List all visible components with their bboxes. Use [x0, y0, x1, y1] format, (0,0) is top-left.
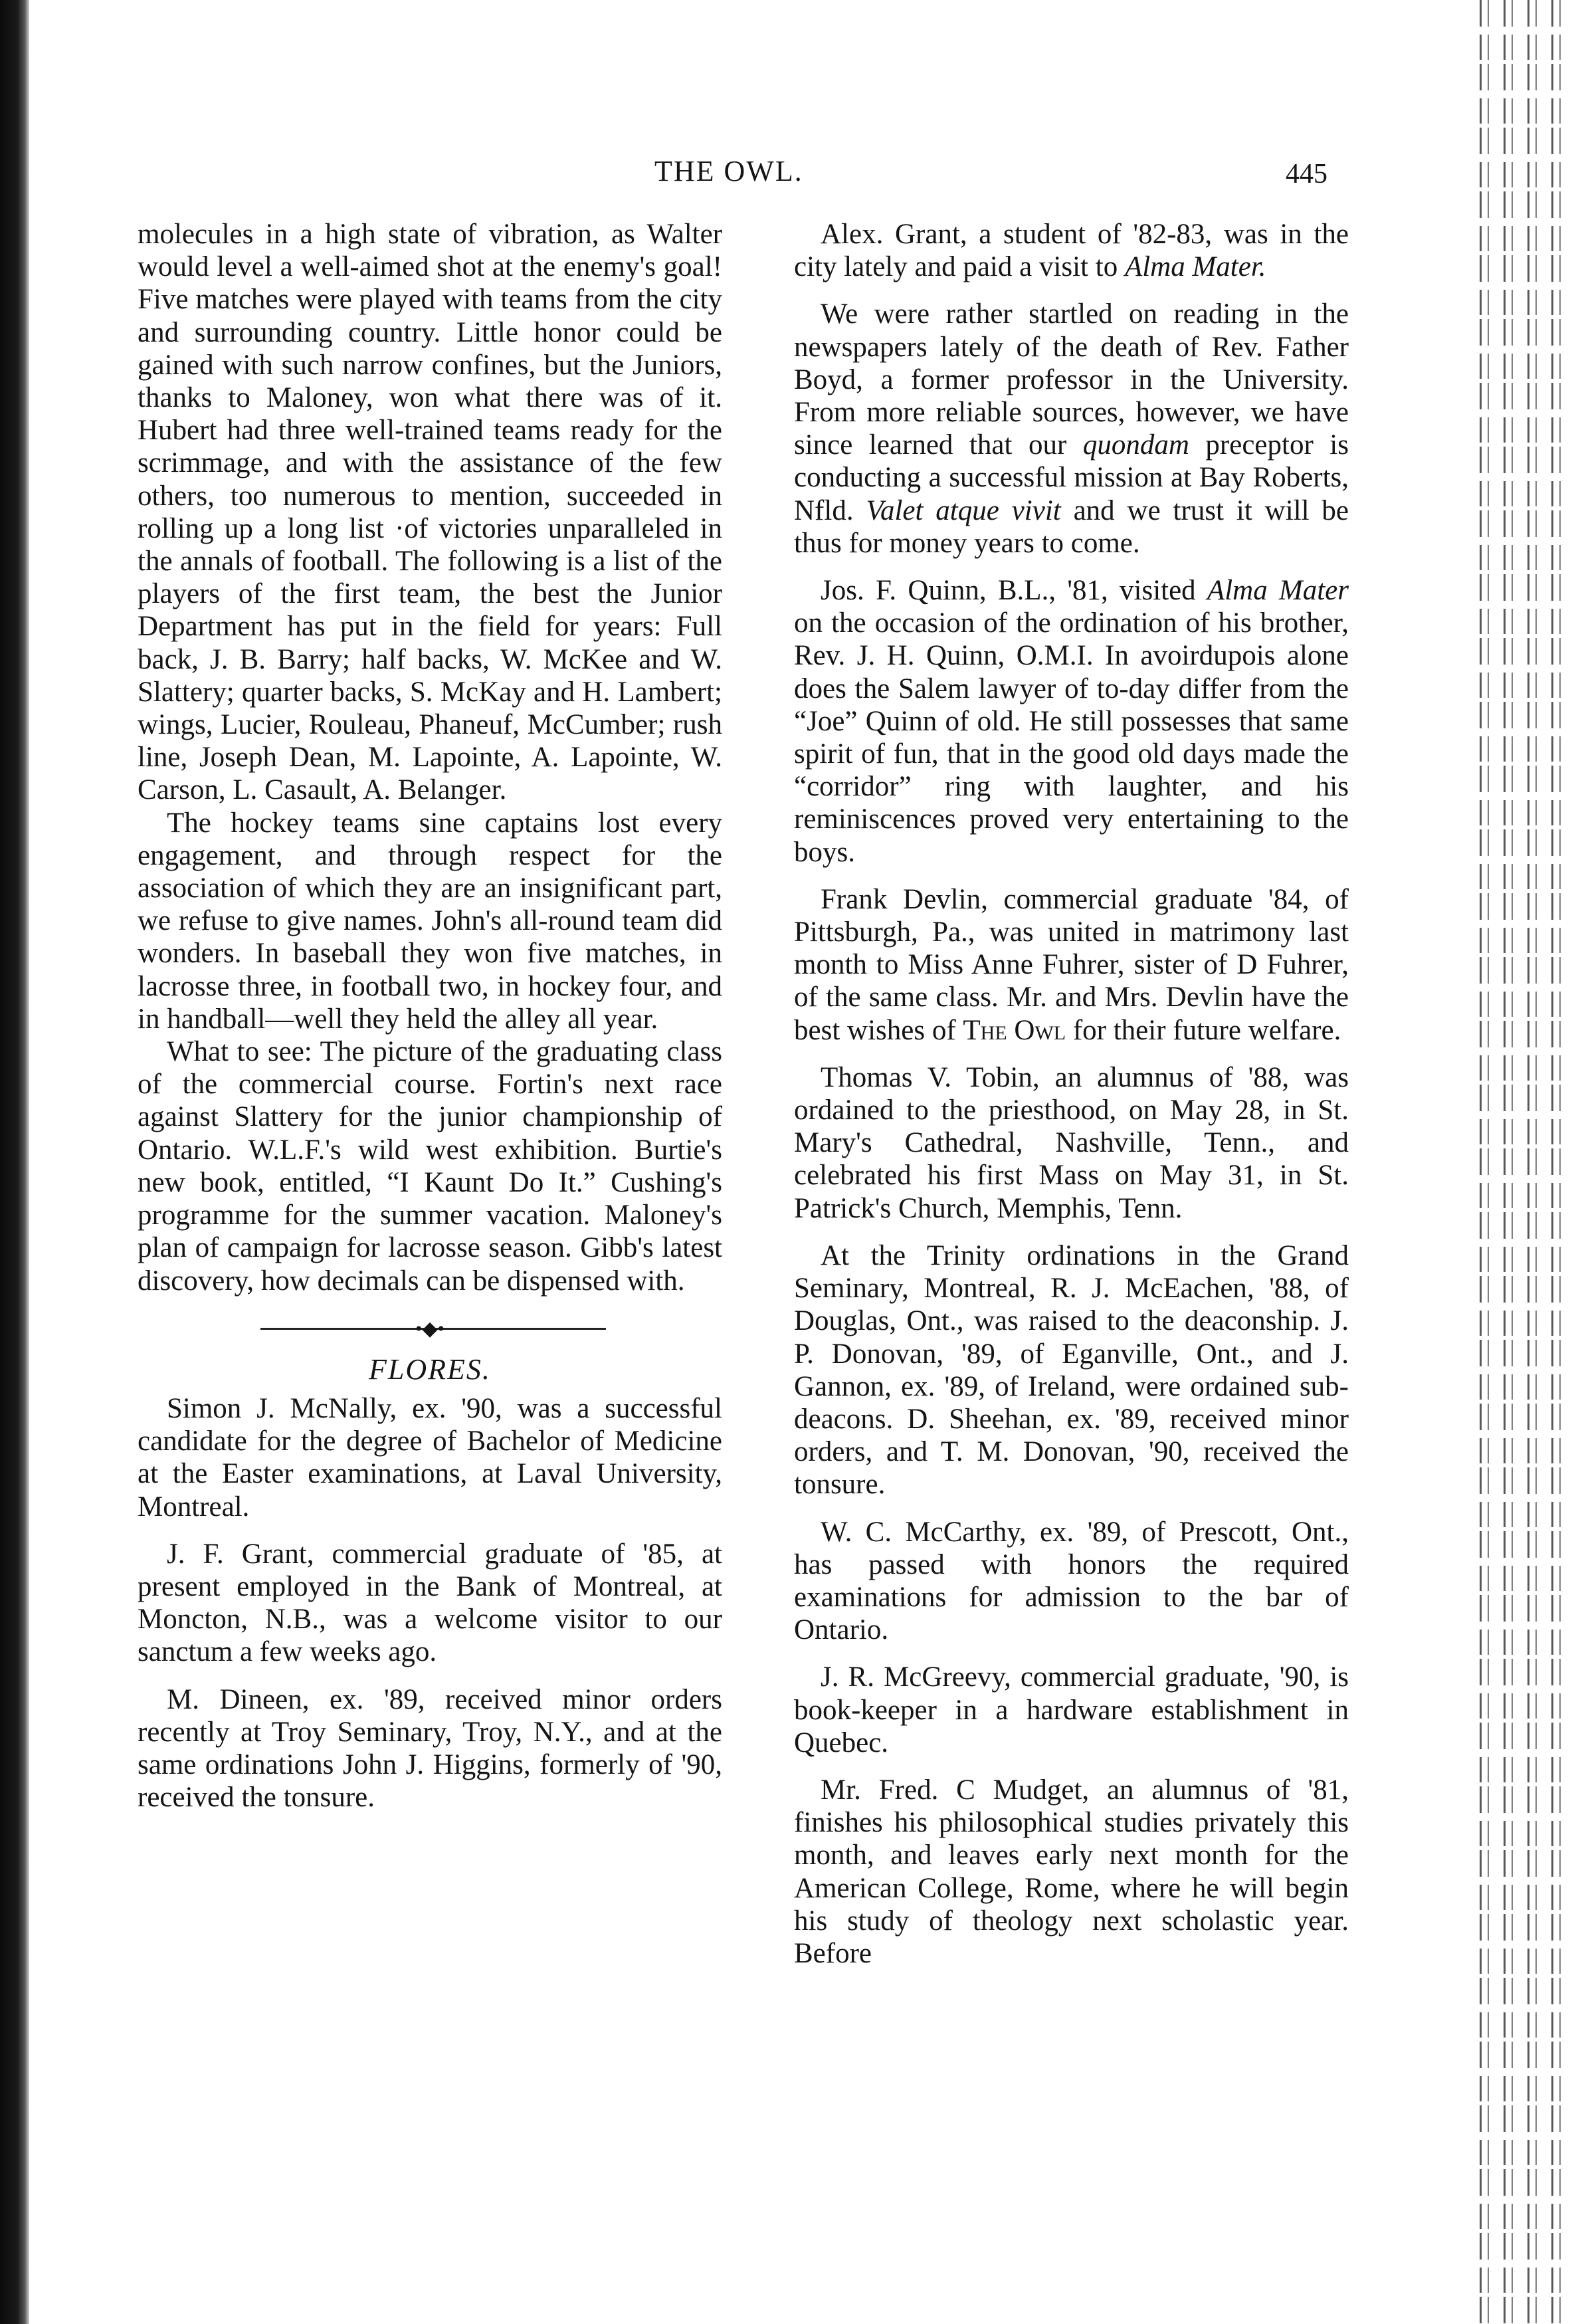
journal-title: THE OWL.	[654, 155, 803, 187]
divider-ornament: •◆•	[415, 1317, 445, 1340]
news-item	[794, 218, 1349, 283]
left-column	[138, 218, 722, 1814]
news-item: W. C. McCarthy, ex. '89, of Prescott, Ont., has passed with honors the required examinations for admission to the bar of Ontario.	[794, 1516, 1349, 1646]
text: preceptor is conducting a successful mission at Bay Roberts, Nfld.	[794, 429, 1349, 526]
section-title: FLORES.	[369, 1352, 491, 1386]
paragraph-what-to-see: What to see: The picture of the graduating class of the commercial course. Fortin's next race against Slattery for the junior championship of Ontario. W.L.F.'s wild west exhibition. Burtie's new book, entitled, “I Kaunt Do It.” Cushing's programme for the summer vacation. Maloney's plan of campaign for lacrosse season. Gibb's latest discovery, how decimals can be dispensed with.	[138, 1036, 722, 1297]
text: We were rather startled on reading in the newspapers lately of the death of Rev. Father Boyd, a former professor in the University. From more reliable sources, however, we have since learned that our	[794, 298, 1349, 461]
news-item: Thomas V. Tobin, an alumnus of '88, was ordained to the priesthood, on May 28, in St. Mary's Cathedral, Nashville, Tenn., and celebrated his first Mass on May 31, in St. Patrick's Church, Memphis, Tenn.	[794, 1061, 1349, 1224]
news-item: J. F. Grant, commercial graduate of '85, at present employed in the Bank of Montreal, at Moncton, N.B., was a welcome visitor to our sanctum a few weeks ago.	[138, 1538, 722, 1668]
page-number: 445	[1286, 159, 1327, 189]
news-item	[794, 298, 1349, 560]
news-item: M. Dineen, ex. '89, received minor orders recently at Troy Seminary, Troy, N.Y., and at the same ordinations John J. Higgins, formerly of '90, received the tonsure.	[138, 1683, 722, 1814]
text: Alex. Grant, a student of '82-83, was in the city lately and paid a visit to	[794, 219, 1349, 283]
book-binding-edge	[0, 0, 29, 2324]
news-item: Simon J. McNally, ex. '90, was a successful candidate for the degree of Bachelor of Medicine at the Easter examinations, at Laval University, Montreal.	[138, 1392, 722, 1523]
news-item: Mr. Fred. C Mudget, an alumnus of '81, finishes his philosophical studies privately this month, and leaves early next month for the American College, Rome, where he will begin his study of theology next scholastic year. Before	[794, 1774, 1349, 1969]
news-item	[794, 883, 1349, 1047]
page-edge-stack-gaps	[1470, 0, 1570, 2324]
ornamental-divider	[138, 1309, 722, 1349]
text: Jos. F. Quinn, B.L., '81, visited	[821, 575, 1207, 607]
italic-text: Alma Mater	[1207, 575, 1349, 607]
italic-text: Alma Mater.	[1124, 251, 1266, 283]
running-header	[0, 154, 1570, 194]
text: on the occasion of the ordination of his brother, Rev. J. H. Quinn, O.M.I. In avoirdupois alone does the Salem lawyer of to-day differ from the “Joe” Quinn of old. He still possesses that same spirit of fun, that in the good old days made the “corridor” ring with laughter, and his reminiscences proved very entertaining to the boys.	[794, 607, 1349, 868]
small-caps-text: The Owl	[963, 1014, 1066, 1046]
text: and we trust it will be thus for money years to come.	[794, 494, 1349, 559]
text: Frank Devlin, commercial graduate '84, of Pittsburgh, Pa., was united in matrimony last month to Miss Anne Fuhrer, sister of D Fuhrer, of the same class. Mr. and Mrs. Devlin have the best wishes of	[794, 883, 1349, 1046]
paragraph-hockey: The hockey teams sine captains lost every engagement, and through respect for the association of which they are an insignificant part, we refuse to give names. John's all-round team did wonders. In baseball they won five matches, in lacrosse three, in football two, in hockey four, and in handball—well they held the alley all year.	[138, 807, 722, 1035]
news-item: At the Trinity ordinations in the Grand Seminary, Montreal, R. J. McEachen, '88, of Douglas, Ont., was raised to the deaconship. J. P. Donovan, '89, of Eganville, Ont., and J. Gannon, ex. '89, of Ireland, were ordained sub-deacons. D. Sheehan, ex. '89, received minor orders, and T. M. Donovan, '90, received the tonsure.	[794, 1239, 1349, 1501]
paragraph-football: molecules in a high state of vibration, as Walter would level a well-aimed shot at the enemy's goal! Five matches were played with teams from the city and surrounding country. Little honor could be gained with such narrow confines, but the Juniors, thanks to Maloney, won what there was of it. Hubert had three well-trained teams ready for the scrimmage, and with the assistance of the few others, too numerous to mention, succeeded in rolling up a long list ·of victories unparalleled in the annals of football. The following is a list of the players of the first team, the best the Junior Department has put in the field for years: Full back, J. B. Barry; half backs, W. McKee and W. Slattery; quarter backs, S. McKay and H. Lambert; wings, Lucier, Rouleau, Phaneuf, McCumber; rush line, Joseph Dean, M. Lapointe, A. Lapointe, W. Carson, L. Casault, A. Belanger.	[138, 219, 722, 806]
italic-text: quondam	[1082, 429, 1189, 461]
news-item: J. R. McGreevy, commercial graduate, '90, is book-keeper in a hardware establishment in Quebec.	[794, 1661, 1349, 1758]
text: for their future welfare.	[1066, 1014, 1341, 1046]
italic-text: Valet atque vivit	[866, 494, 1061, 526]
right-column	[794, 218, 1349, 1984]
news-item	[794, 574, 1349, 869]
